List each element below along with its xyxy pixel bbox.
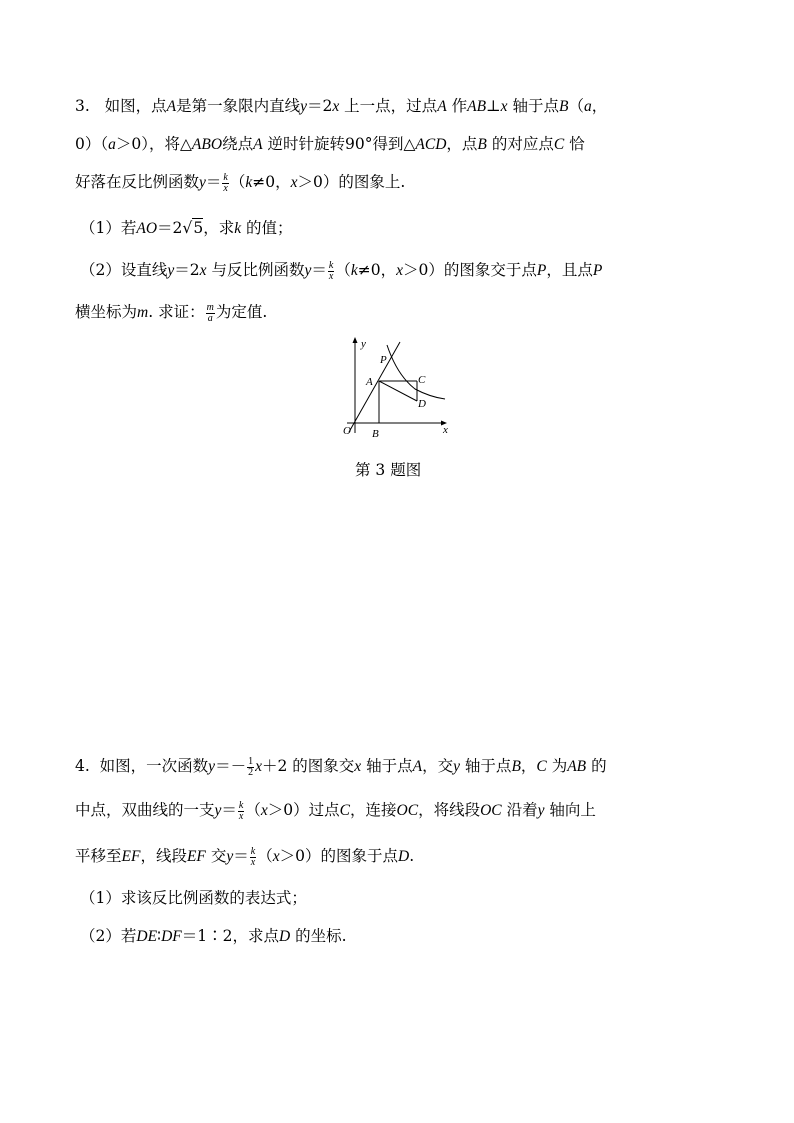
text: （2）若 bbox=[80, 927, 137, 945]
text: （ bbox=[245, 801, 261, 819]
label-d: D bbox=[418, 398, 426, 410]
math-var: y bbox=[208, 758, 216, 775]
math-var: x bbox=[272, 848, 280, 865]
label-y: y bbox=[361, 338, 366, 350]
fraction bbox=[250, 847, 256, 868]
text: 交 bbox=[210, 847, 227, 865]
q3-part-2 bbox=[80, 260, 602, 282]
math-var: m bbox=[137, 304, 149, 321]
math-var: D bbox=[279, 928, 291, 945]
math-var: EF bbox=[186, 848, 206, 865]
text: 是第一象限内直线 bbox=[176, 97, 301, 115]
segment-ad bbox=[379, 381, 417, 401]
text: ＝1∶2，求点 bbox=[181, 927, 279, 945]
label-c: C bbox=[418, 374, 426, 386]
text: 横坐标为 bbox=[75, 303, 138, 321]
text: （2）设直线 bbox=[80, 261, 168, 279]
text: ＝ bbox=[205, 173, 222, 191]
text: ， bbox=[591, 97, 608, 115]
text: ≠0， bbox=[357, 261, 397, 279]
sqrt-radicand: 5 bbox=[193, 219, 204, 237]
math-var: AO bbox=[136, 220, 158, 237]
q4-line-3 bbox=[75, 846, 414, 868]
text: . bbox=[409, 847, 415, 865]
fraction-denominator: x bbox=[250, 856, 256, 868]
text: ＝ bbox=[221, 801, 237, 819]
math-var: B bbox=[477, 136, 487, 153]
fraction-numerator: k bbox=[328, 259, 334, 271]
q3-figure-caption: 第 3 题图 bbox=[355, 461, 422, 479]
fraction bbox=[247, 757, 254, 778]
q4-number: 4. bbox=[75, 757, 90, 775]
text: ，交 bbox=[422, 757, 454, 775]
fraction bbox=[238, 801, 244, 822]
fraction-denominator: x bbox=[223, 182, 228, 194]
text: ＝2 bbox=[174, 261, 200, 279]
fraction-numerator: k bbox=[238, 799, 244, 811]
label-x: x bbox=[443, 424, 448, 436]
text: ，线段 bbox=[140, 847, 187, 865]
y-axis-arrow-icon bbox=[353, 337, 358, 343]
text: ＝ bbox=[311, 261, 327, 279]
text: （ bbox=[229, 173, 246, 191]
math-var: y bbox=[214, 802, 222, 819]
text: ＋2 的图象交 bbox=[261, 757, 355, 775]
math-var: A bbox=[253, 136, 263, 153]
text: 中点，双曲线的一支 bbox=[75, 801, 215, 819]
math-var: y bbox=[304, 262, 312, 279]
text: 的值； bbox=[246, 219, 293, 237]
math-var: y bbox=[537, 802, 545, 819]
q3-line-3 bbox=[75, 172, 405, 194]
text: ＝2 bbox=[157, 219, 183, 237]
text: ，连接 bbox=[350, 801, 397, 819]
fraction-numerator: k bbox=[223, 171, 228, 183]
math-var: DF bbox=[161, 928, 182, 945]
label-a: A bbox=[366, 376, 373, 388]
text: ∶ bbox=[157, 927, 162, 945]
q3-line-2 bbox=[75, 134, 585, 155]
math-var: x bbox=[500, 98, 508, 115]
text: ，将线段 bbox=[418, 801, 481, 819]
text: ，求 bbox=[203, 219, 235, 237]
math-var: DE bbox=[136, 928, 158, 945]
math-var: A bbox=[412, 758, 423, 775]
text: 轴向上 bbox=[549, 801, 596, 819]
text: ，点 bbox=[446, 135, 478, 153]
text: 上一点，过点 bbox=[344, 97, 438, 115]
text: 的对应点 bbox=[491, 135, 554, 153]
math-var: P bbox=[536, 262, 547, 279]
text: 如图，点 bbox=[104, 97, 167, 115]
math-var: a bbox=[108, 136, 116, 153]
math-var: x bbox=[396, 262, 403, 279]
text: （ bbox=[257, 847, 273, 865]
text: ＝2 bbox=[306, 97, 333, 115]
text: 恰 bbox=[569, 135, 585, 153]
math-var: OC bbox=[480, 802, 502, 819]
text: 平移至 bbox=[75, 847, 122, 865]
text: （ bbox=[335, 261, 351, 279]
hyperbola-curve bbox=[387, 345, 445, 399]
text: 与反比例函数 bbox=[211, 261, 305, 279]
math-var: A bbox=[437, 98, 447, 115]
q3-part-1 bbox=[80, 218, 293, 239]
fraction-numerator: 1 bbox=[248, 755, 254, 767]
q3-number: 3. bbox=[75, 97, 90, 115]
text: 0）（ bbox=[75, 135, 109, 153]
q3-line-1 bbox=[75, 96, 607, 117]
label-o: O bbox=[343, 425, 351, 437]
label-p: P bbox=[380, 354, 387, 366]
text: 作 bbox=[451, 97, 468, 115]
math-var: x bbox=[290, 174, 298, 191]
text: 的坐标. bbox=[295, 927, 347, 945]
q3-part-2-continued bbox=[75, 302, 267, 324]
text: （ bbox=[568, 97, 584, 115]
text: ＝ bbox=[233, 847, 249, 865]
text: 的 bbox=[591, 757, 607, 775]
math-var: C bbox=[536, 758, 547, 775]
text: 逆时针旋转90°得到△ bbox=[267, 135, 416, 153]
text: 好落在反比例函数 bbox=[75, 173, 200, 191]
text: ，且点 bbox=[546, 261, 593, 279]
text: （1）若 bbox=[80, 219, 137, 237]
fraction-denominator: x bbox=[328, 270, 334, 282]
math-var: y bbox=[453, 758, 460, 775]
text: 轴于点 bbox=[366, 757, 413, 775]
text: 轴于点 bbox=[464, 757, 512, 775]
math-var: x bbox=[260, 802, 268, 819]
math-var: x bbox=[255, 758, 262, 775]
fraction-denominator: a bbox=[207, 312, 213, 324]
math-var: EF bbox=[121, 848, 141, 865]
text: 为 bbox=[551, 757, 568, 775]
math-var: C bbox=[553, 136, 565, 153]
math-var: P bbox=[592, 262, 603, 279]
line-y-2x bbox=[349, 342, 400, 432]
math-var: B bbox=[511, 758, 521, 775]
math-var: B bbox=[558, 98, 569, 115]
fraction-numerator: k bbox=[250, 845, 256, 857]
text: . 求证： bbox=[148, 303, 205, 321]
q3-figure bbox=[335, 335, 455, 445]
math-var: x bbox=[354, 758, 362, 775]
text: 如图，一次函数 bbox=[99, 757, 209, 775]
text: ⊥ bbox=[486, 97, 501, 115]
math-var: C bbox=[339, 802, 350, 819]
text: ＝－ bbox=[215, 757, 247, 775]
text: 轴于点 bbox=[512, 97, 559, 115]
label-b: B bbox=[372, 428, 379, 440]
fraction bbox=[328, 261, 334, 282]
q4-part-2 bbox=[80, 926, 347, 947]
fraction-denominator: 2 bbox=[248, 766, 254, 778]
text: ≠0， bbox=[252, 173, 291, 191]
math-var: x bbox=[332, 98, 340, 115]
text: ＞0）过点 bbox=[267, 801, 340, 819]
math-var: y bbox=[300, 98, 307, 115]
math-var: k bbox=[350, 262, 358, 279]
q4-line-1 bbox=[75, 756, 607, 778]
math-var: A bbox=[166, 98, 177, 115]
math-var: AB bbox=[467, 98, 487, 115]
fraction bbox=[222, 173, 228, 194]
math-var: k bbox=[234, 220, 242, 237]
text: 为定值. bbox=[215, 303, 268, 321]
math-var: y bbox=[199, 174, 206, 191]
math-var: AB bbox=[567, 758, 587, 775]
text: 沿着 bbox=[506, 801, 538, 819]
text: ＞0）的图象上. bbox=[297, 173, 406, 191]
fraction-denominator: x bbox=[238, 810, 244, 822]
math-var: k bbox=[245, 174, 253, 191]
math-var: x bbox=[199, 262, 207, 279]
q4-part-1 bbox=[80, 888, 307, 908]
math-var: ABO bbox=[191, 136, 223, 153]
fraction bbox=[206, 303, 215, 324]
math-var: ACD bbox=[415, 136, 447, 153]
math-var: a bbox=[583, 98, 592, 115]
math-var: OC bbox=[396, 802, 419, 819]
text: ＞0）的图象交于点 bbox=[403, 261, 537, 279]
math-var: y bbox=[167, 262, 175, 279]
text: （1）求该反比例函数的表达式； bbox=[80, 889, 307, 907]
text: ， bbox=[520, 757, 537, 775]
text: ＞0）的图象于点 bbox=[279, 847, 398, 865]
text: ＞0），将△ bbox=[115, 135, 192, 153]
math-var: y bbox=[226, 848, 234, 865]
math-var: D bbox=[398, 848, 410, 865]
sqrt-symbol: √ bbox=[182, 219, 193, 237]
q4-line-2 bbox=[75, 800, 596, 822]
fraction-numerator: m bbox=[206, 301, 214, 313]
text: 绕点 bbox=[222, 135, 254, 153]
